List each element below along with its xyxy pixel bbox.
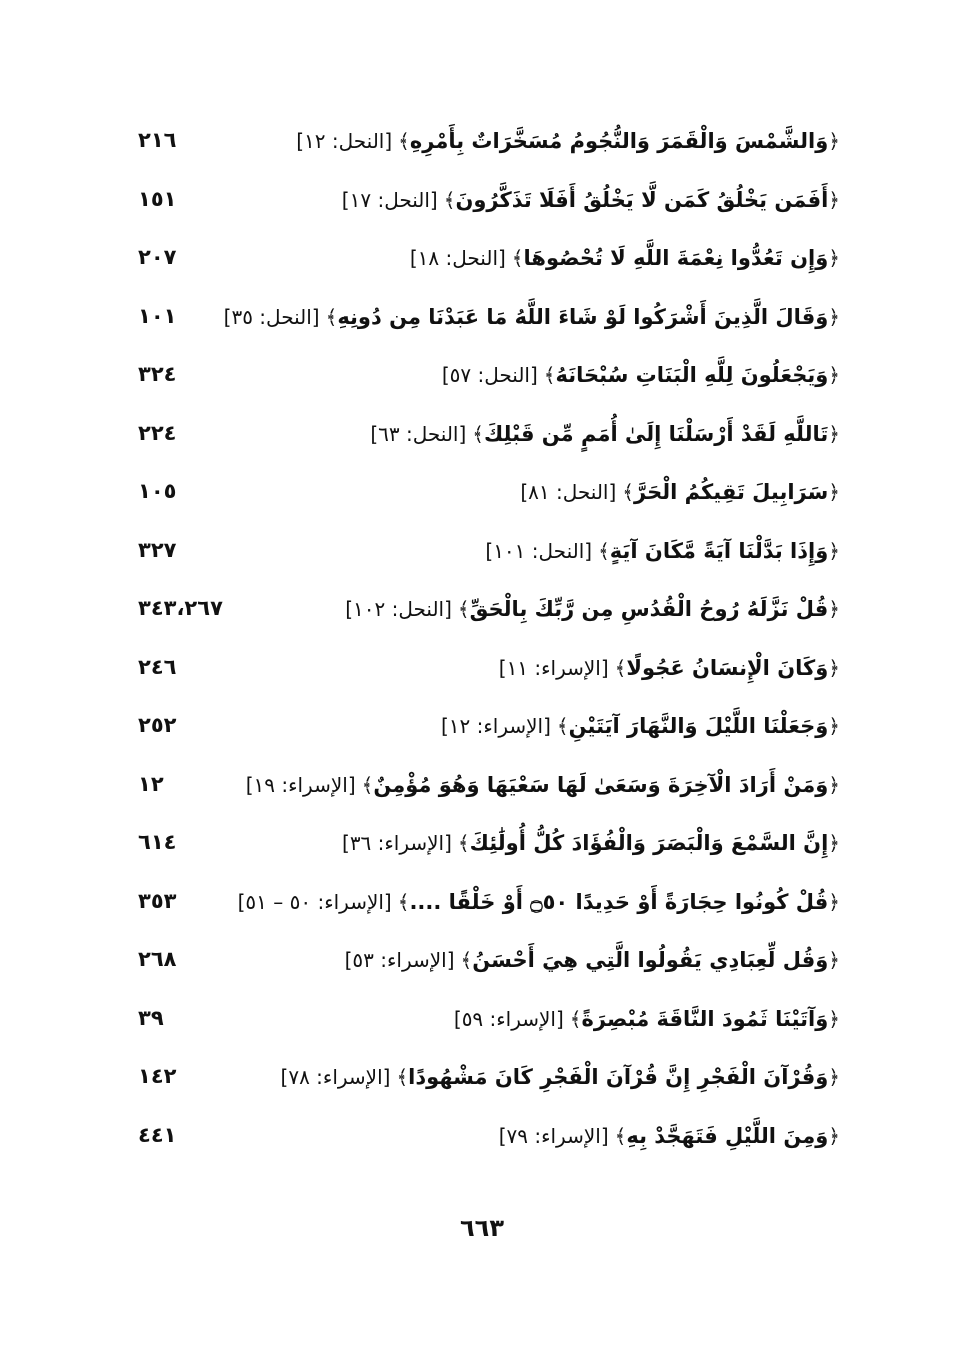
page-reference: ٣٢٧ [138, 537, 177, 562]
table-row [120, 469, 840, 528]
verse-text: وَيَجْعَلُونَ لِلَّهِ الْبَنَاتِ سُبْحَانَهُ [555, 363, 829, 387]
closing-bracket: ﴾ [614, 1123, 627, 1148]
opening-bracket: ﴿ [828, 597, 840, 621]
verse-entry [280, 358, 840, 392]
verse-text: تَاللَّهِ لَقَدْ أَرْسَلْنَا إِلَىٰ أُمَمٍ مِّن قَبْلِكَ [484, 421, 829, 446]
verse-citation: [النحل: ١٢] [296, 129, 393, 153]
verse-text: وَجَعَلْنَا اللَّيْلَ وَالنَّهَارَ آيَتَيْنِ [568, 714, 829, 738]
page-reference: ٣٢٤ [138, 362, 177, 386]
table-row [120, 586, 840, 645]
verse-text: وَقُل لِّعِبَادِي يَقُولُوا الَّتِي هِيَ أَحْسَنُ [472, 948, 829, 972]
opening-bracket: ﴿ [828, 538, 840, 563]
closing-bracket: ﴾ [396, 1065, 409, 1089]
opening-bracket: ﴿ [828, 889, 840, 914]
verse-text: وَكَانَ الْإِنسَانُ عَجُولًا [626, 655, 829, 680]
closing-bracket: ﴾ [598, 538, 610, 563]
closing-bracket: ﴾ [457, 831, 470, 855]
table-row [120, 879, 840, 938]
verse-entry [280, 1060, 840, 1094]
closing-bracket: ﴾ [472, 421, 484, 446]
verse-entry [237, 885, 840, 919]
page-reference: ١٠٥ [138, 479, 177, 503]
verse-text: قُلْ كُونُوا حِجَارَةً أَوْ حَدِيدًا ۝٥٠ أَوْ خَلْقًا .... [409, 889, 829, 914]
verse-citation: [النحل: ٦٣] [370, 421, 467, 446]
closing-bracket: ﴾ [569, 1006, 582, 1031]
table-row [120, 937, 840, 996]
verse-citation: [الإسراء: ٧٨] [280, 1065, 391, 1089]
verse-entry [280, 124, 840, 158]
page-reference: ٢٦٨ [138, 947, 177, 971]
verse-entry [280, 592, 840, 626]
verse-text: وَمَنْ أَرَادَ الْآخِرَةَ وَسَعَىٰ لَهَا سَعْيَهَا وَهُوَ مُؤْمِنٌ [373, 772, 829, 797]
opening-bracket: ﴿ [828, 480, 840, 504]
verse-entry [280, 534, 840, 568]
page-reference: ٣٤٣،٢٦٧ [138, 596, 223, 620]
verse-citation: [الإسراء: ٥٠ – ٥١] [237, 889, 392, 914]
verse-citation: [النحل: ١٠١] [485, 538, 593, 563]
closing-bracket: ﴾ [457, 597, 470, 621]
opening-bracket: ﴿ [828, 948, 840, 972]
verse-text: إِنَّ السَّمْعَ وَالْبَصَرَ وَالْفُؤَادَ كُلُّ أُولَٰئِكَ [469, 831, 829, 855]
verse-citation: [الإسراء: ٣٦] [342, 831, 452, 855]
closing-bracket: ﴾ [325, 304, 338, 329]
verse-entry [280, 241, 840, 275]
verse-citation: [الإسراء: ١٩] [245, 772, 356, 797]
opening-bracket: ﴿ [828, 363, 840, 387]
page-reference: ٢١٦ [138, 128, 177, 152]
verse-text: وَقُرْآنَ الْفَجْرِ إِنَّ قُرْآنَ الْفَجْرِ كَانَ مَشْهُودًا [408, 1065, 829, 1089]
opening-bracket: ﴿ [828, 772, 840, 797]
page-reference: ٢٢٤ [138, 420, 177, 445]
page-reference: ٦١٤ [138, 830, 177, 854]
closing-bracket: ﴾ [614, 655, 627, 680]
opening-bracket: ﴿ [828, 1006, 840, 1031]
opening-bracket: ﴿ [828, 304, 840, 329]
verse-citation: [الإسراء: ١٢] [440, 714, 551, 738]
page-reference: ١٠١ [138, 303, 177, 328]
verse-citation: [النحل: ١٧] [341, 187, 438, 212]
opening-bracket: ﴿ [828, 187, 840, 212]
page-number: ٦٦٣ [460, 1214, 504, 1242]
opening-bracket: ﴿ [828, 1065, 840, 1089]
verse-citation: [الإسراء: ٥٣] [344, 948, 455, 972]
verse-entry [280, 826, 840, 860]
verse-citation: [الإسراء: ٥٩] [453, 1006, 564, 1031]
verse-entry [280, 475, 840, 509]
table-row [120, 118, 840, 177]
closing-bracket: ﴾ [460, 948, 473, 972]
table-row [120, 177, 840, 236]
opening-bracket: ﴿ [828, 246, 840, 270]
closing-bracket: ﴾ [543, 363, 556, 387]
page-reference: ٣٩ [138, 1005, 164, 1030]
table-row [120, 1113, 840, 1172]
verse-citation: [النحل: ٣٥] [223, 304, 320, 329]
closing-bracket: ﴾ [398, 129, 410, 153]
opening-bracket: ﴿ [828, 1123, 840, 1148]
verse-citation: [الإسراء: ١١] [498, 655, 609, 680]
verse-citation: [النحل: ٨١] [520, 480, 617, 504]
opening-bracket: ﴿ [828, 714, 840, 738]
verse-entry [280, 1119, 840, 1153]
table-row [120, 294, 840, 353]
closing-bracket: ﴾ [511, 246, 524, 270]
verse-text: وَإِن تَعُدُّوا نِعْمَةَ اللَّهِ لَا تُحْصُوهَا [523, 246, 829, 270]
verse-text: وَمِنَ اللَّيْلِ فَتَهَجَّدْ بِهِ [626, 1123, 829, 1148]
verse-entry [280, 709, 840, 743]
table-row [120, 820, 840, 879]
verse-entry [280, 183, 840, 217]
closing-bracket: ﴾ [622, 480, 634, 504]
verse-entry [245, 768, 840, 802]
opening-bracket: ﴿ [828, 129, 840, 153]
verse-entry [223, 300, 840, 334]
verse-entry [280, 943, 840, 977]
opening-bracket: ﴿ [828, 421, 840, 446]
table-row [120, 703, 840, 762]
closing-bracket: ﴾ [397, 889, 410, 914]
opening-bracket: ﴿ [828, 831, 840, 855]
verse-citation: [النحل: ١٨] [409, 246, 506, 270]
closing-bracket: ﴾ [361, 772, 374, 797]
table-row [120, 528, 840, 587]
closing-bracket: ﴾ [443, 187, 456, 212]
page-reference: ٤٤١ [138, 1122, 177, 1147]
page-reference: ٣٥٣ [138, 888, 177, 913]
table-row [120, 645, 840, 704]
table-row [120, 996, 840, 1055]
page-reference: ١٢ [138, 771, 164, 796]
page-reference: ٢٠٧ [138, 245, 177, 269]
verse-citation: [الإسراء: ٧٩] [498, 1123, 609, 1148]
verse-text: وَإِذَا بَدَّلْنَا آيَةً مَّكَانَ آيَةٍ [609, 538, 829, 563]
page-reference: ٢٥٢ [138, 713, 177, 737]
verse-entry [280, 651, 840, 685]
closing-bracket: ﴾ [556, 714, 569, 738]
table-row [120, 235, 840, 294]
verse-text: قُلْ نَزَّلَهُ رُوحُ الْقُدُسِ مِن رَّبِّكَ بِالْحَقِّ [469, 597, 829, 621]
table-row [120, 1054, 840, 1113]
verse-text: سَرَابِيلَ تَقِيكُمُ الْحَرَّ [634, 480, 829, 504]
table-row [120, 762, 840, 821]
verse-text: وَالشَّمْسَ وَالْقَمَرَ وَالنُّجُومُ مُسَخَّرَاتٌ بِأَمْرِهِ [409, 129, 829, 153]
verse-citation: [النحل: ١٠٢] [345, 597, 452, 621]
verse-index-table [120, 118, 840, 1171]
verse-entry [280, 417, 840, 451]
verse-text: وَقَالَ الَّذِينَ أَشْرَكُوا لَوْ شَاءَ اللَّهُ مَا عَبَدْنَا مِن دُونِهِ [337, 304, 829, 329]
table-row [120, 352, 840, 411]
opening-bracket: ﴿ [828, 655, 840, 680]
page-reference: ١٥١ [138, 186, 177, 211]
table-row [120, 411, 840, 470]
verse-citation: [النحل: ٥٧] [441, 363, 538, 387]
page-reference: ٢٤٦ [138, 654, 177, 679]
page-reference: ١٤٢ [138, 1064, 177, 1088]
verse-text: وَآتَيْنَا ثَمُودَ النَّاقَةَ مُبْصِرَةً [581, 1006, 829, 1031]
verse-entry [280, 1002, 840, 1036]
verse-text: أَفَمَن يَخْلُقُ كَمَن لَّا يَخْلُقُ أَفَلَا تَذَكَّرُونَ [455, 187, 829, 212]
